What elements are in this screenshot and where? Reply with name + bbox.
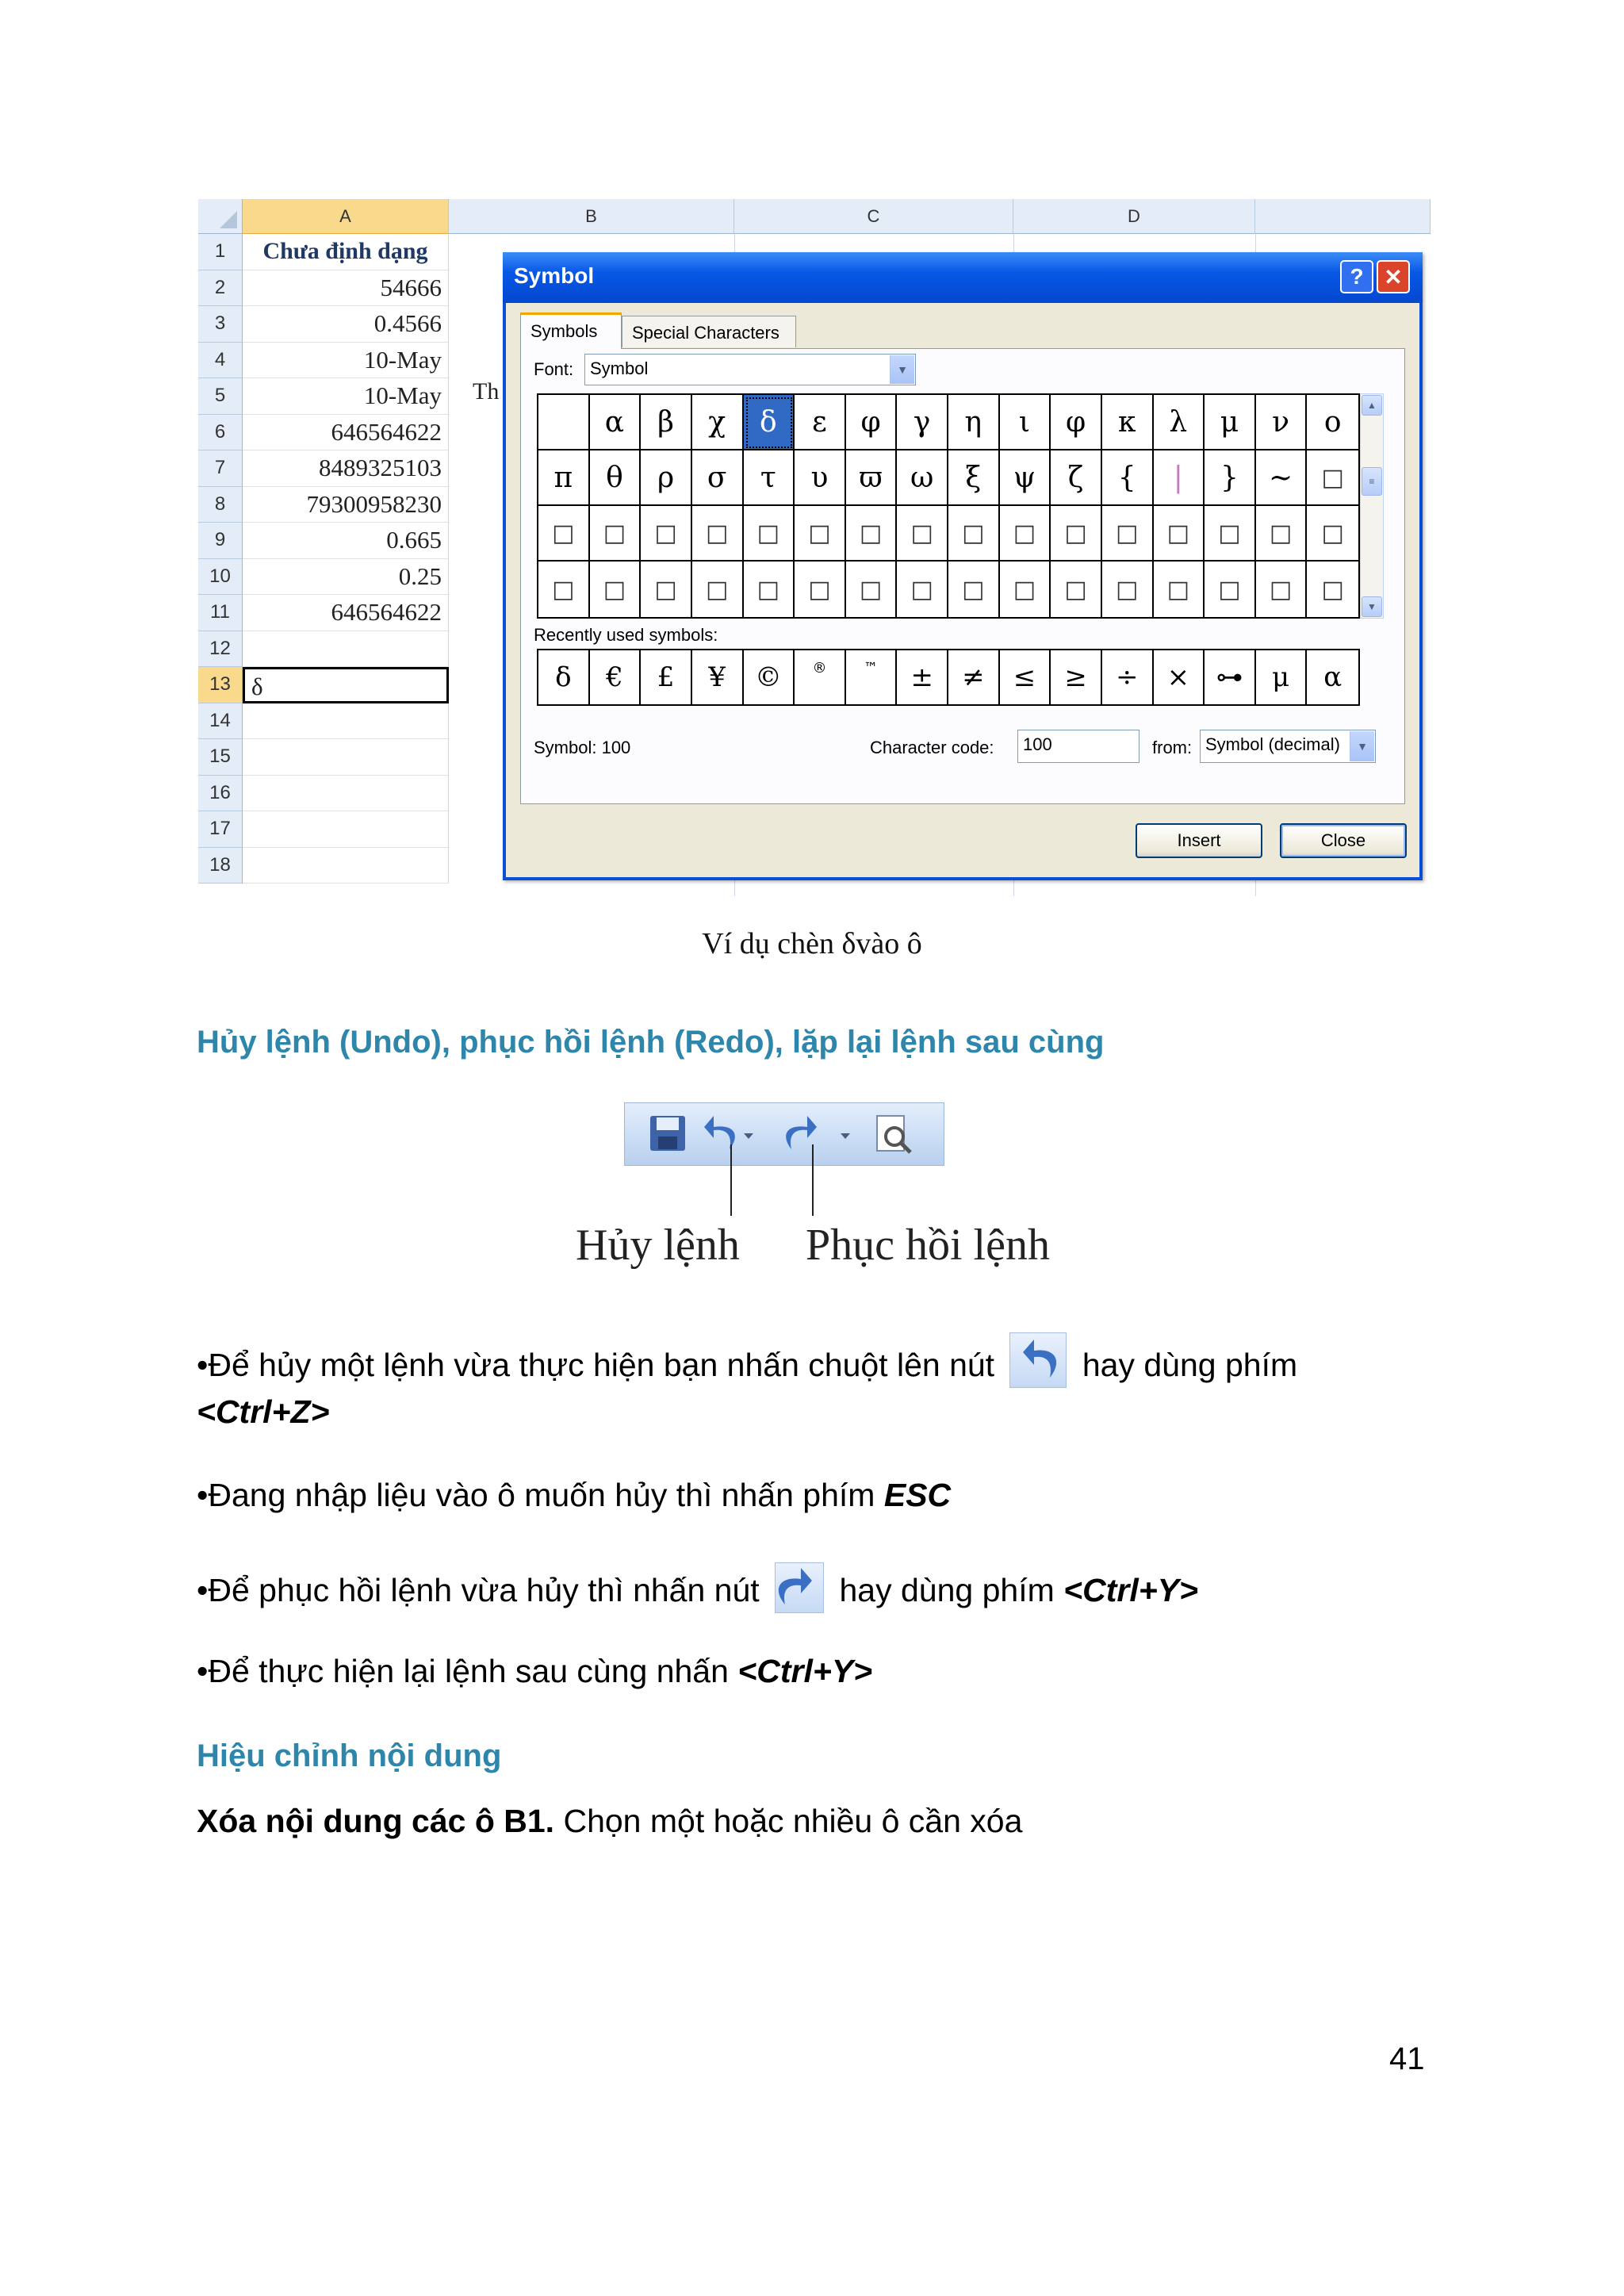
recent-symbol-cell[interactable]: © [744,650,795,704]
row-header[interactable]: 17 [198,811,243,848]
bullet-redo-after: hay dùng phím [839,1572,1055,1608]
symbol-cell[interactable]: □ [538,506,590,562]
symbol-cell[interactable]: □ [1256,562,1308,617]
symbol-cell[interactable]: χ [692,395,744,450]
tab-symbols[interactable]: Symbols [520,312,622,349]
row-header[interactable]: 14 [198,703,243,740]
row-header[interactable]: 3 [198,306,243,343]
help-button[interactable]: ? [1340,260,1373,293]
recent-symbol-cell[interactable]: ÷ [1102,650,1154,704]
symbol-cell[interactable]: □ [744,506,795,562]
column-header-a[interactable]: A [243,199,449,234]
symbol-cell[interactable]: ο [1307,395,1358,450]
bullet-redo-text: •Để phục hồi lệnh vừa hủy thì nhấn nút [197,1572,760,1608]
row-header[interactable]: 5 [198,378,243,415]
row-header[interactable]: 11 [198,595,243,631]
cell-a[interactable] [243,703,449,740]
recent-symbol-cell[interactable]: × [1154,650,1205,704]
symbol-cell[interactable]: ξ [948,450,1000,506]
symbol-cell[interactable]: φ [846,395,898,450]
symbol-cell[interactable]: □ [948,562,1000,617]
character-code-label: Character code: [870,738,994,757]
cell-a[interactable]: Chưa định dạng [243,234,449,270]
insert-button[interactable]: Insert [1136,823,1262,858]
section-heading-undo-redo: Hủy lệnh (Undo), phục hồi lệnh (Redo), lặp lại lệnh sau cùng [197,1025,1105,1060]
recent-symbol-cell[interactable]: ≤ [1000,650,1051,704]
scroll-up-icon[interactable]: ▲ [1362,395,1382,416]
symbol-cell[interactable]: φ [1051,395,1102,450]
bullet-undo [197,1332,1297,1391]
symbol-cell[interactable]: ω [897,450,948,506]
row-header[interactable]: 9 [198,523,243,559]
row-header[interactable]: 7 [198,450,243,487]
bullet-repeat-text: •Để thực hiện lại lệnh sau cùng nhấn [197,1653,729,1689]
symbol-cell[interactable]: σ [692,450,744,506]
bullet-esc-text: •Đang nhập liệu vào ô muốn hủy thì nhấn phím [197,1477,875,1513]
bullet-repeat [197,1645,872,1697]
column-header-b[interactable]: B [449,199,734,234]
symbol-cell[interactable]: ι [1000,395,1051,450]
symbol-cell[interactable]: □ [846,562,898,617]
symbol-cell[interactable]: ψ [1000,450,1051,506]
row-header[interactable]: 8 [198,487,243,523]
selected-symbol-cell[interactable]: δ [744,395,795,450]
symbol-cell[interactable]: □ [538,562,590,617]
symbol-cell[interactable]: □ [641,506,692,562]
recent-symbol-cell[interactable]: ± [897,650,948,704]
recent-symbol-cell[interactable]: £ [641,650,692,704]
figure-caption: Ví dụ chèn δvào ô [702,927,922,960]
symbol-cell[interactable]: □ [1307,506,1358,562]
recent-symbol-cell[interactable]: α [1323,661,1342,693]
symbol-cell[interactable]: □ [1051,562,1102,617]
symbol-cell[interactable]: { [1102,450,1154,506]
symbol-cell[interactable]: υ [795,450,846,506]
close-button[interactable]: Close [1280,823,1407,858]
repeat-shortcut: <Ctrl+Y> [737,1653,873,1689]
symbol-cell[interactable]: □ [1307,450,1358,506]
dialog-title-bar[interactable] [503,252,1423,303]
symbol-cell[interactable]: □ [1321,575,1344,604]
row-header[interactable]: 18 [198,848,243,884]
redo-shortcut: <Ctrl+Y> [1063,1572,1198,1608]
recent-symbol-cell[interactable]: δ [538,650,590,704]
font-select[interactable] [584,354,916,385]
cell-a[interactable]: 0.25 [243,559,449,596]
scroll-down-icon[interactable]: ▼ [1362,596,1382,617]
recent-symbol-cell[interactable]: ≠ [948,650,1000,704]
symbol-grid [537,393,1360,619]
row-header[interactable]: 13 [198,667,243,703]
scroll-thumb[interactable]: ≡ [1362,467,1382,496]
cell-a[interactable]: 8489325103 [243,450,449,487]
column-header-c[interactable]: C [734,199,1013,234]
column-header-d[interactable]: D [1013,199,1255,234]
cell-a[interactable]: 0.4566 [243,306,449,343]
delete-content-paragraph [197,1795,1022,1847]
chevron-down-icon [744,1133,753,1139]
symbol-cell[interactable]: □ [948,506,1000,562]
delete-content-bold: Xóa nội dung các ô B1. [197,1803,555,1839]
recent-symbol-cell[interactable]: ¥ [692,650,744,704]
symbol-cell[interactable]: □ [1205,506,1256,562]
undo-leader-line [730,1144,732,1216]
cell-a[interactable]: 54666 [243,270,449,307]
symbol-cell[interactable]: □ [897,562,948,617]
cell-a[interactable]: 79300958230 [243,487,449,523]
symbol-cell[interactable]: ε [795,395,846,450]
symbol-cell[interactable]: κ [1102,395,1154,450]
character-code-value: 100 [1023,734,1052,754]
recent-symbol-cell[interactable]: μ [1256,650,1308,704]
from-select-value: Symbol (decimal) [1205,734,1340,754]
from-label: from: [1152,738,1193,757]
symbol-cell[interactable]: β [641,395,692,450]
section-heading-edit-content: Hiệu chỉnh nội dung [197,1738,502,1773]
cell-a[interactable] [243,848,449,884]
symbol-cell[interactable]: ϖ [846,450,898,506]
chevron-down-icon [841,1133,850,1139]
print-preview-icon [877,1116,910,1152]
cell-a[interactable]: 10-May [243,343,449,379]
row-header[interactable]: 6 [198,415,243,451]
row-header[interactable]: 12 [198,631,243,668]
symbols-tab-panel [520,348,1405,804]
symbol-cell[interactable]: ζ [1051,450,1102,506]
symbol-cell[interactable]: □ [1205,562,1256,617]
symbol-cell[interactable]: θ [590,450,642,506]
symbol-info: Symbol: 100 [534,738,631,757]
recent-symbol-cell[interactable]: ⊶ [1205,650,1256,704]
symbol-cell[interactable] [538,395,590,450]
symbol-cell[interactable]: □ [1000,562,1051,617]
row-header[interactable]: 16 [198,776,243,812]
symbol-cell[interactable]: ν [1256,395,1308,450]
cell-a[interactable]: 646564622 [243,595,449,631]
symbol-dialog [503,252,1423,880]
symbol-cell[interactable]: γ [897,395,948,450]
symbol-cell[interactable]: □ [590,562,642,617]
bullet-undo-after: hay dùng phím [1082,1347,1298,1383]
esc-key: ESC [883,1477,952,1513]
cell-a[interactable] [243,739,449,776]
symbol-cell[interactable]: □ [1154,506,1205,562]
symbol-cell[interactable]: } [1205,450,1256,506]
symbol-cell[interactable]: α [590,395,642,450]
symbol-cell[interactable]: □ [1102,506,1154,562]
chevron-down-icon[interactable]: ▼ [1350,731,1374,761]
redo-label: Phục hồi lệnh [806,1221,1050,1270]
cell-a[interactable]: 0.665 [243,523,449,559]
symbol-cell[interactable]: □ [1102,562,1154,617]
cell-b5-partial-text: Th [473,378,500,404]
row-header[interactable]: 1 [198,234,243,270]
symbol-cell[interactable]: □ [1256,506,1308,562]
symbol-cell[interactable]: □ [1000,506,1051,562]
symbol-cell[interactable]: □ [641,562,692,617]
symbol-cell[interactable]: □ [692,562,744,617]
cell-a[interactable]: 10-May [243,378,449,415]
recent-symbols-label: Recently used symbols: [534,625,718,645]
recent-symbol-cell[interactable]: € [590,650,642,704]
recent-symbol-cell[interactable]: ™ [846,650,898,704]
symbol-cell[interactable]: □ [744,562,795,617]
bullet-undo-text: •Để hủy một lệnh vừa thực hiện bạn nhấn chuột lên nút [197,1347,995,1383]
undo-button-icon [1009,1332,1067,1388]
symbol-grid-scrollbar[interactable] [1360,393,1384,619]
symbol-cell[interactable]: □ [897,506,948,562]
cell-a[interactable] [243,811,449,848]
column-header-e[interactable] [1255,199,1431,234]
symbol-cell[interactable]: μ [1205,395,1256,450]
delete-content-rest: Chọn một hoặc nhiều ô cần xóa [554,1803,1023,1839]
dialog-title: Symbol [514,263,595,288]
active-cell-a13[interactable]: δ [243,667,449,703]
from-select[interactable] [1200,730,1376,763]
symbol-cell[interactable]: ρ [641,450,692,506]
symbol-cell[interactable]: η [948,395,1000,450]
row-header[interactable]: 10 [198,559,243,596]
font-select-value: Symbol [590,358,649,378]
symbol-cell[interactable]: ~ [1256,450,1308,506]
symbol-cell[interactable]: □ [795,562,846,617]
close-x-button[interactable]: ✕ [1377,260,1410,293]
symbol-cell[interactable]: □ [1051,506,1102,562]
symbol-cell[interactable]: τ [744,450,795,506]
quick-access-toolbar-image [624,1102,944,1166]
chevron-down-icon[interactable]: ▼ [890,355,914,384]
tab-special-characters[interactable]: Special Characters [622,316,796,347]
recent-symbols-grid [537,649,1360,706]
symbol-cell[interactable]: □ [795,506,846,562]
bullet-esc [197,1469,951,1521]
row-header[interactable]: 4 [198,343,243,379]
page-number: 41 [1389,2041,1425,2076]
recent-symbol-cell[interactable]: ≥ [1051,650,1102,704]
row-header[interactable]: 2 [198,270,243,307]
save-icon [650,1116,685,1151]
select-all-corner[interactable] [198,199,243,234]
bullet-redo [197,1562,1198,1616]
recent-symbol-cell[interactable]: ® [795,650,846,704]
symbol-cell[interactable]: π [538,450,590,506]
symbol-cell[interactable]: □ [692,506,744,562]
redo-leader-line [812,1144,814,1216]
symbol-cell[interactable]: □ [846,506,898,562]
cell-a[interactable] [243,776,449,812]
undo-label: Hủy lệnh [576,1221,740,1270]
bullet-undo-key-line [197,1386,329,1438]
cell-a[interactable] [243,631,449,668]
cell-a[interactable]: 646564622 [243,415,449,451]
symbol-cell[interactable]: □ [1154,562,1205,617]
font-label: Font: [534,359,574,379]
symbol-cell[interactable]: λ [1154,395,1205,450]
symbol-cell[interactable]: □ [590,506,642,562]
character-code-input[interactable] [1017,730,1139,763]
symbol-cell[interactable]: | [1154,450,1205,506]
undo-shortcut: <Ctrl+Z> [197,1393,330,1430]
row-header[interactable]: 15 [198,739,243,776]
redo-button-icon [775,1562,824,1613]
